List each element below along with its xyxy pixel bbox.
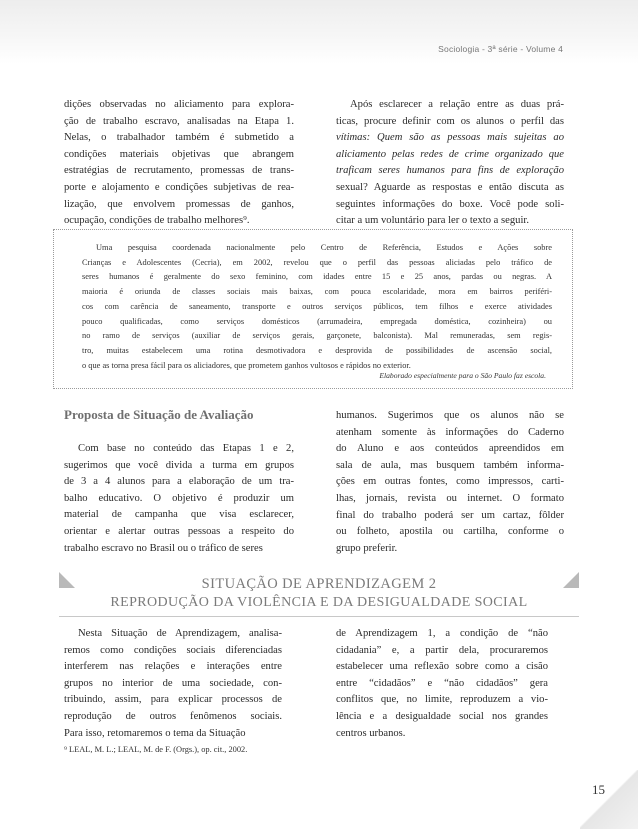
text-line: aliciamento pelas redes de crime organizado que (336, 148, 564, 160)
box-line: no ramo de serviços (auxiliar de serviços gerais, garçonete, balconista). Mal remuneradas, sem regis- (82, 331, 552, 341)
situacao-right-column (336, 626, 548, 742)
box-line: seres humanos é geralmente do sexo feminino, com idades entre 15 e 25 anos, pardas ou negras. A (82, 272, 552, 282)
top-right-column (336, 97, 564, 230)
text-line: estratégias de recrutamento, promessas de trans- (64, 165, 294, 177)
text-line: de 3 a 4 alunos para a elaboração de um tra- (64, 476, 294, 488)
box-line: cos com carência de saneamento, transporte e outros serviços públicos, tem filhos e exerce atividades (82, 301, 552, 311)
text-line: do Aluno e aos conteúdos apreendidos em (336, 443, 564, 455)
situacao-left-column (64, 626, 282, 742)
text-line: centros urbanos. (336, 727, 406, 739)
text-line: ção de trabalho escravo, analisadas na Etapa 1. (64, 115, 294, 127)
top-left-column (64, 97, 294, 230)
text-line: humanos. Sugerimos que os alunos não se (336, 410, 564, 421)
text-line: sala de aula, mas busquem também informa- (336, 459, 564, 471)
text-line: reprodução de outros fenômenos sociais. (64, 710, 282, 722)
situacao-title: SITUAÇÃO DE APRENDIZAGEM 2 (201, 576, 437, 592)
text-line: seguintes informações do boxe. Você pode soli- (336, 198, 564, 210)
text-line: material de campanha que visa esclarecer, (64, 509, 294, 521)
text-line: lência e a desigualdade social nos grandes (336, 710, 548, 722)
text-line: cidadania” e, a partir dela, procuraremos (336, 644, 548, 656)
text-line: Nelas, o trabalhador também é submetido a (64, 132, 294, 144)
text-line: grupo preferir. (336, 542, 398, 554)
text-line: remos como condições sociais diferenciadas (64, 644, 282, 656)
text-line: grupos no interior de uma sociedade, con- (64, 677, 282, 689)
situacao-subtitle: REPRODUÇÃO DA VIOLÊNCIA E DA DESIGUALDADE SOCIAL (110, 595, 528, 610)
text-line: vítimas: Quem são as pessoas mais sujeitas ao (336, 132, 564, 144)
text-line: Para isso, retomaremos o tema da Situação (64, 727, 246, 739)
info-box-text (82, 241, 552, 373)
text-line: condições materiais objetivas que abrangem (64, 148, 294, 160)
running-header: Sociologia - 3ª série - Volume 4 (438, 44, 563, 54)
text-line: ocupação, condições de trabalho melhores⁹. (64, 215, 250, 227)
text-line: balho educativo. O objetivo é produzir um (64, 492, 294, 504)
text-line: Com base no conteúdo das Etapas 1 e 2, (78, 443, 294, 454)
page-fold-decoration (580, 770, 638, 829)
page-number: 15 (592, 782, 605, 797)
box-line: pouco qualificadas, como serviços domésticos (arrumadeira, empregada doméstica, cozinheira) ou (82, 316, 552, 326)
header-band (0, 0, 638, 64)
text-line: ções em outras fontes, como impressos, carti- (336, 476, 564, 488)
text-line: dições observadas no aliciamento para explora- (64, 99, 294, 110)
text-line: Nesta Situação de Aprendizagem, analisa- (78, 628, 282, 639)
text-line: Após esclarecer a relação entre as duas prá- (350, 99, 564, 110)
text-line: ticas, procure definir com os alunos o perfil das (336, 115, 564, 127)
text-line: final do trabalho poderá ser um cartaz, fôlder (336, 509, 564, 521)
box-line: Uma pesquisa coordenada nacionalmente pelo Centro de Referência, Estudos e Ações sobre (96, 243, 552, 252)
text-line: lhas, jornais, revista ou internet. O formato (336, 492, 564, 504)
proposta-right-column (336, 408, 564, 557)
proposta-left-column (64, 441, 294, 557)
text-line: conflitos que, no limite, reproduzem a vio- (336, 694, 548, 706)
box-line: Crianças e Adolescentes (Cecria), em 2002, revelou que o perfil das pessoas aliciadas pelo tráfico de (82, 257, 552, 267)
box-credit: Elaborado especialmente para o São Paulo faz escola. (379, 371, 546, 380)
text-line: orientar e alertar outras pessoas a respeito do (64, 525, 294, 537)
text-line: de Aprendizagem 1, a condição de “não (336, 628, 548, 639)
text-line: interferem nas relações e interações entre (64, 661, 282, 673)
box-line: tro, muitas estabelecem uma rotina desmotivadora e desprovida de possibilidades de ascensão social, (82, 345, 552, 355)
divider (59, 616, 579, 617)
box-line: maioria é oriunda de classes sociais mais baixas, com pouca escolaridade, mora em bairros periféri- (82, 287, 552, 297)
text-line: entre “cidadãos” e “não cidadãos” gera (336, 677, 548, 689)
section-title: Proposta de Situação de Avaliação (64, 407, 254, 422)
footnote: ⁹ LEAL, M. L.; LEAL, M. de F. (Orgs.), op. cit., 2002. (64, 745, 248, 754)
box-line: o que as torna presa fácil para os aliciadores, que prometem ganhos vultosos e rápidos no exterior. (82, 360, 411, 370)
text-line: estabelecer uma reflexão sobre como a cisão (336, 661, 548, 673)
text-line: ou folheto, apostila ou cartilha, conforme o (336, 526, 564, 538)
text-line: sugerimos que você divida a turma em grupos (64, 459, 294, 471)
text-line: porte e alojamento e condições subjetivas de rea- (64, 181, 294, 193)
text-line: citar a um voluntário para ler o texto a seguir. (336, 215, 529, 227)
text-line: traficam seres humanos para fins de exploração (336, 165, 564, 177)
text-line: lização, que envolvem promessas de ganhos, (64, 198, 294, 210)
text-line: atenham somente às informações do Caderno (336, 426, 564, 438)
text-line: sexual? Aguarde as respostas e então discuta as (336, 181, 564, 193)
text-line: tribuindo, assim, para explicar processos de (64, 694, 282, 706)
text-line: trabalho escravo no Brasil ou o tráfico de seres (64, 542, 263, 554)
